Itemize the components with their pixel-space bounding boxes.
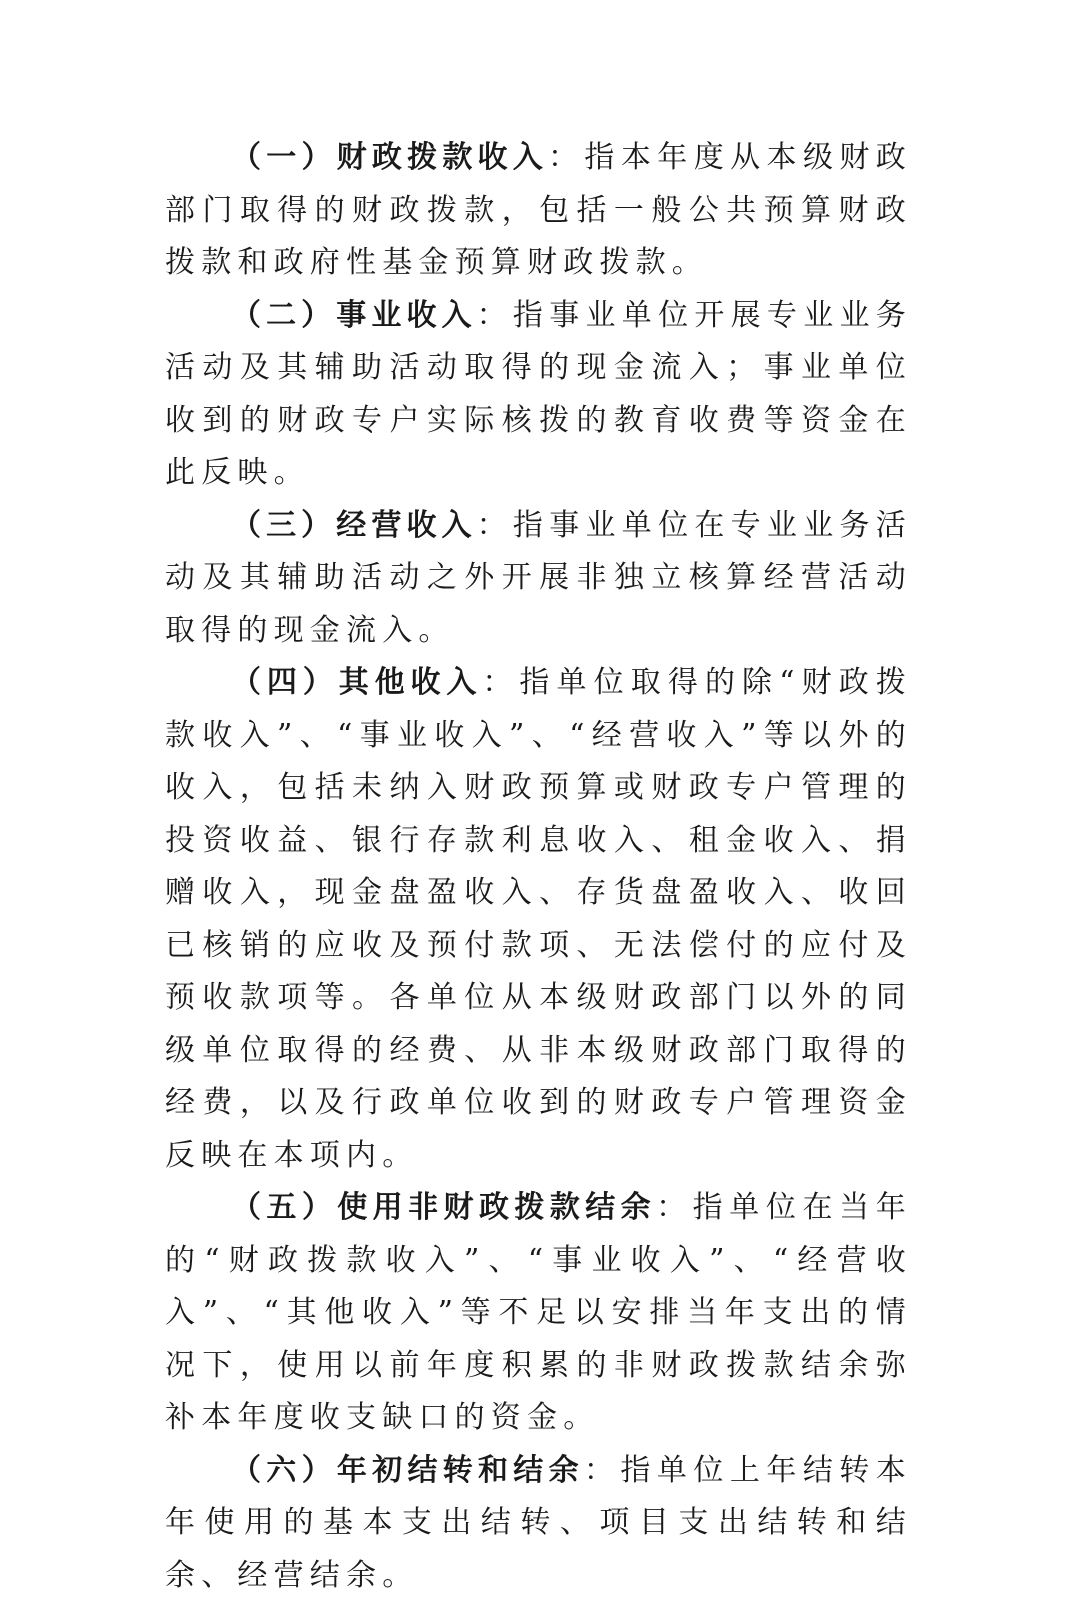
term-fiscal-appropriation-income: （一）财政拨款收入 [231,140,548,175]
paragraph-other-income [165,657,912,1182]
definition-operating-income: ：指事业单位在专业业务活动及其辅助活动之外开展非独立核算经营活动取得的现金流入。 [165,508,912,648]
paragraph-use-of-non-fiscal-balance [165,1182,912,1445]
term-other-income: （四）其他收入 [231,665,482,700]
definition-carryover-and-balance: ：指单位上年结转本年使用的基本支出结转、项目支出结转和结余、经营结余。 [165,1453,912,1593]
term-use-of-non-fiscal-balance: （五）使用非财政拨款结余 [231,1190,656,1225]
definition-other-income: ：指单位取得的除“财政拨款收入”、“事业收入”、“经营收入”等以外的收入，包括未纳入财政预算或财政专户管理的投资收益、银行存款利息收入、租金收入、捐赠收入，现金盘盈收入、存货盘盈收入、收回已核销的应收及预付款项、无法偿付的应付及预收款项等。各单位从本级财政部门以外的同级单位取得的经费、从非本级财政部门取得的经费，以及行政单位收到的财政专户管理资金反映在本项内。 [165,665,912,1173]
paragraph-business-income [165,290,912,500]
paragraph-operating-income [165,500,912,658]
paragraph-carryover-and-balance [165,1445,912,1602]
term-business-income: （二）事业收入 [231,298,477,333]
definition-fiscal-appropriation-income: ：指本年度从本级财政部门取得的财政拨款，包括一般公共预算财政拨款和政府性基金预算财政拨款。 [165,140,912,280]
definition-use-of-non-fiscal-balance: ：指单位在当年的“财政拨款收入”、“事业收入”、“经营收入”、“其他收入”等不足以安排当年支出的情况下，使用以前年度积累的非财政拨款结余弥补本年度收支缺口的资金。 [165,1190,912,1435]
paragraph-fiscal-appropriation-income [165,132,912,290]
definition-business-income: ：指事业单位开展专业业务活动及其辅助活动取得的现金流入；事业单位收到的财政专户实际核拨的教育收费等资金在此反映。 [165,298,912,491]
term-carryover-and-balance: （六）年初结转和结余 [231,1453,584,1488]
term-operating-income: （三）经营收入 [231,508,477,543]
